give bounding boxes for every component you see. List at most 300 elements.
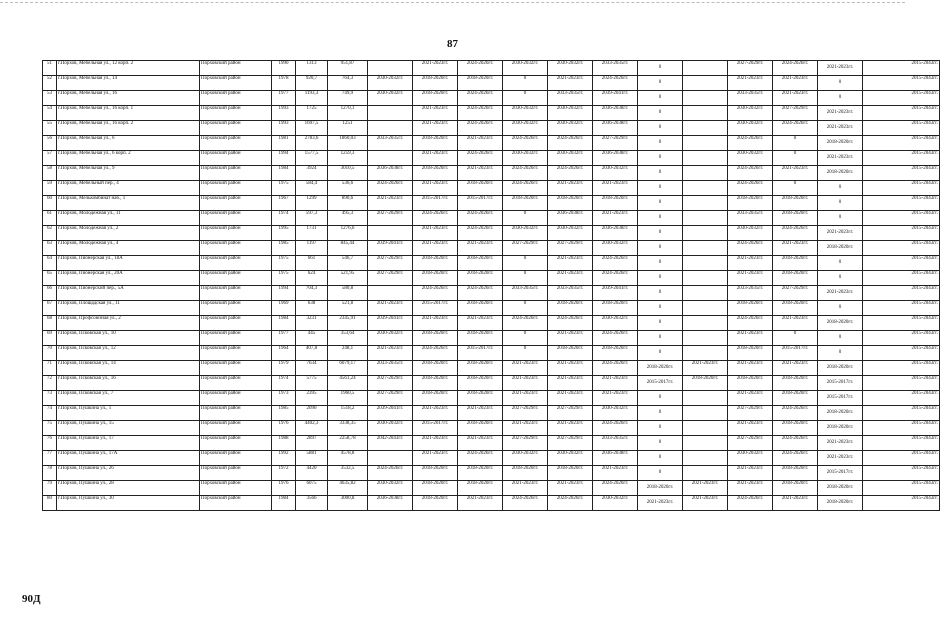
cell-p6: 2024-2026гг.: [593, 481, 638, 496]
cell-p2: 2015-2017гг.: [413, 421, 458, 436]
cell-address: г.Порхов, Пушкина ул., 1: [57, 406, 200, 421]
table-row: [43, 196, 940, 211]
cell-p12: 2015-2043гг.: [863, 91, 940, 106]
cell-p10: 2021-2023гг.: [773, 496, 818, 511]
cell-n: 61: [43, 211, 57, 226]
table-row: [43, 316, 940, 331]
cell-p3: 2021-2023гг.: [458, 406, 503, 421]
cell-p2: 2021-2023гг.: [413, 226, 458, 241]
cell-p7: 0: [638, 61, 683, 76]
table-row: [43, 151, 940, 166]
cell-p7: 2021-2023гг.: [638, 496, 683, 511]
cell-p6: 2039-2041гг.: [593, 91, 638, 106]
cell-p3: 2018-2020гг.: [458, 301, 503, 316]
cell-year: 1973: [272, 391, 296, 406]
cell-p7: 0: [638, 226, 683, 241]
cell-p1: [368, 121, 413, 136]
cell-address: г.Порхов, Мелькомбинат наб., 1: [57, 196, 200, 211]
cell-p8: [683, 406, 728, 421]
cell-p5: 2018-2020гг.: [548, 301, 593, 316]
table-row: [43, 61, 940, 76]
cell-n: 68: [43, 316, 57, 331]
cell-p2: 2018-2020гг.: [413, 466, 458, 481]
cell-area1: 3231: [296, 316, 328, 331]
cell-p10: 2024-2026гг.: [773, 226, 818, 241]
cell-p7: 0: [638, 271, 683, 286]
cell-p12: 2015-2043гг.: [863, 76, 940, 91]
cell-p3: 2021-2023гг.: [458, 496, 503, 511]
cell-p12: 2015-2043гг.: [863, 211, 940, 226]
cell-district: Порховский район: [200, 331, 272, 346]
table-row: [43, 271, 940, 286]
cell-area1: 2783,6: [296, 136, 328, 151]
cell-p7: 0: [638, 76, 683, 91]
cell-p12: 2015-2043гг.: [863, 286, 940, 301]
cell-p7: 0: [638, 91, 683, 106]
cell-p8: [683, 181, 728, 196]
cell-n: 80: [43, 496, 57, 511]
cell-p4: 0: [503, 91, 548, 106]
cell-p2: 2021-2023гг.: [413, 436, 458, 451]
table-row: [43, 496, 940, 511]
page-top-rule: [0, 2, 905, 3]
cell-address: г.Порхов, Мебельная ул., 14: [57, 76, 200, 91]
cell-p4: 0: [503, 211, 548, 226]
table-row: [43, 211, 940, 226]
cell-area2: 6079,17: [328, 361, 368, 376]
cell-p6: 2030-2032гг.: [593, 406, 638, 421]
cell-p3: 2018-2020гг.: [458, 376, 503, 391]
cell-p1: 2027-2029гг.: [368, 271, 413, 286]
cell-p8: [683, 271, 728, 286]
cell-p12: 2015-2043гг.: [863, 226, 940, 241]
table-row: [43, 121, 940, 136]
cell-p12: 2015-2043гг.: [863, 121, 940, 136]
cell-p1: 2039-2041гг.: [368, 241, 413, 256]
cell-year: 1977: [272, 91, 296, 106]
cell-p1: 2021-2023гг.: [368, 346, 413, 361]
cell-district: Порховский район: [200, 451, 272, 466]
cell-address: г.Порхов, Профсоюзная ул., 2: [57, 316, 200, 331]
cell-p1: 2033-2035гг.: [368, 136, 413, 151]
cell-area1: 704,3: [296, 286, 328, 301]
cell-p2: 2018-2020гг.: [413, 481, 458, 496]
cell-p11: 0: [818, 271, 863, 286]
cell-district: Порховский район: [200, 376, 272, 391]
cell-p6: 2021-2023гг.: [593, 466, 638, 481]
cell-p6: 2021-2023гг.: [593, 181, 638, 196]
cell-area1: 7634: [296, 361, 328, 376]
cell-n: 59: [43, 181, 57, 196]
cell-p10: 2018-2020гг.: [773, 376, 818, 391]
cell-p3: 2024-2026гг.: [458, 451, 503, 466]
cell-year: 1994: [272, 151, 296, 166]
cell-district: Порховский район: [200, 466, 272, 481]
cell-year: 1985: [272, 241, 296, 256]
cell-p6: 2024-2026гг.: [593, 361, 638, 376]
cell-address: г.Порхов, Пушкина ул., 17: [57, 436, 200, 451]
cell-p8: 2021-2023гг.: [683, 481, 728, 496]
table-row: [43, 106, 940, 121]
cell-address: г.Порхов, Псковская ул., 14: [57, 361, 200, 376]
cell-p9: 2030-2032гг.: [728, 226, 773, 241]
cell-area1: 3924: [296, 166, 328, 181]
cell-address: г.Порхов, Пионерская ул., 18А: [57, 256, 200, 271]
cell-p5: 2018-2020гг.: [548, 466, 593, 481]
cell-n: 66: [43, 286, 57, 301]
cell-area2: 546,7: [328, 256, 368, 271]
cell-p5: 2021-2023гг.: [548, 181, 593, 196]
table-row: [43, 436, 940, 451]
cell-n: 64: [43, 256, 57, 271]
cell-n: 73: [43, 391, 57, 406]
cell-p6: 2024-2026гг.: [593, 256, 638, 271]
cell-year: 1967: [272, 196, 296, 211]
cell-p12: 2015-2043гг.: [863, 241, 940, 256]
cell-p3: 2024-2026гг.: [458, 61, 503, 76]
cell-p12: 2015-2043гг.: [863, 496, 940, 511]
cell-p11: 2018-2020гг.: [818, 136, 863, 151]
cell-area2: 951,87: [328, 61, 368, 76]
cell-p5: 2021-2023гг.: [548, 271, 593, 286]
cell-p6: 2021-2023гг.: [593, 211, 638, 226]
cell-p4: 0: [503, 256, 548, 271]
cell-p9: 2021-2023гг.: [728, 271, 773, 286]
cell-area2: 1860,03: [328, 136, 368, 151]
cell-n: 55: [43, 121, 57, 136]
cell-p11: 2018-2020гг.: [818, 166, 863, 181]
cell-p1: [368, 151, 413, 166]
cell-p5: 2027-2029гг.: [548, 436, 593, 451]
cell-district: Порховский район: [200, 361, 272, 376]
cell-p6: 2033-2035гг.: [593, 61, 638, 76]
cell-district: Порховский район: [200, 166, 272, 181]
cell-area1: 407,8: [296, 346, 328, 361]
table-row: [43, 181, 940, 196]
cell-address: г.Порхов, Псковская ул., 12: [57, 346, 200, 361]
cell-n: 76: [43, 436, 57, 451]
cell-p4: 2024-2026гг.: [503, 136, 548, 151]
cell-p2: 2015-2017гг.: [413, 301, 458, 316]
cell-p7: 0: [638, 286, 683, 301]
table-row: [43, 346, 940, 361]
cell-area2: 1259,3: [328, 151, 368, 166]
cell-district: Порховский район: [200, 346, 272, 361]
cell-p2: 2018-2020гг.: [413, 496, 458, 511]
cell-address: г.Порхов, Пушкина ул., 28: [57, 481, 200, 496]
cell-p10: 2024-2026гг.: [773, 436, 818, 451]
cell-p7: 0: [638, 301, 683, 316]
cell-p5: 2021-2023гг.: [548, 391, 593, 406]
cell-district: Порховский район: [200, 271, 272, 286]
cell-p5: 2021-2023гг.: [548, 421, 593, 436]
cell-p5: 2030-2032гг.: [548, 451, 593, 466]
cell-district: Порховский район: [200, 211, 272, 226]
table-body: [43, 61, 940, 511]
cell-area2: 1251: [328, 121, 368, 136]
cell-address: г.Порхов, Пионерская ул., 20А: [57, 271, 200, 286]
cell-address: г.Порхов, Пушкина ул., 15: [57, 421, 200, 436]
cell-p10: 2021-2023гг.: [773, 76, 818, 91]
cell-p3: 2021-2023гг.: [458, 166, 503, 181]
cell-p4: 0: [503, 331, 548, 346]
cell-p4: 2024-2026гг.: [503, 181, 548, 196]
cell-p11: 2018-2020гг.: [818, 496, 863, 511]
cell-p8: [683, 241, 728, 256]
cell-p1: 2030-2032гг.: [368, 481, 413, 496]
cell-year: 1964: [272, 346, 296, 361]
cell-p8: [683, 256, 728, 271]
cell-p9: 2021-2023гг.: [728, 76, 773, 91]
cell-p10: 2018-2020гг.: [773, 211, 818, 226]
cell-p4: 2021-2023гг.: [503, 361, 548, 376]
cell-p12: 2015-2043гг.: [863, 181, 940, 196]
cell-p8: [683, 316, 728, 331]
table-row: [43, 136, 940, 151]
cell-p11: 0: [818, 91, 863, 106]
table-row: [43, 241, 940, 256]
cell-p7: 0: [638, 166, 683, 181]
cell-area1: 6075: [296, 481, 328, 496]
cell-p9: 2027-2029гг.: [728, 436, 773, 451]
cell-p5: 2018-2020гг.: [548, 346, 593, 361]
cell-district: Порховский район: [200, 481, 272, 496]
cell-area1: 1313: [296, 61, 328, 76]
cell-year: 1976: [272, 421, 296, 436]
cell-area2: 495,3: [328, 211, 368, 226]
cell-area2: 749,9: [328, 91, 368, 106]
cell-n: 53: [43, 91, 57, 106]
cell-n: 58: [43, 166, 57, 181]
cell-area2: 580,8: [328, 286, 368, 301]
cell-p12: 2015-2043гг.: [863, 61, 940, 76]
cell-p3: 2024-2026гг.: [458, 151, 503, 166]
cell-p3: 2024-2026гг.: [458, 91, 503, 106]
cell-p4: 2024-2026гг.: [503, 316, 548, 331]
cell-p12: 2015-2043гг.: [863, 466, 940, 481]
cell-area1: 661: [296, 256, 328, 271]
cell-year: 1972: [272, 466, 296, 481]
cell-area1: 2897: [296, 436, 328, 451]
cell-year: 1990: [272, 61, 296, 76]
cell-p6: 2018-2020гг.: [593, 346, 638, 361]
cell-district: Порховский район: [200, 196, 272, 211]
cell-p4: 2030-2032гг.: [503, 121, 548, 136]
cell-p5: 2036-2038гг.: [548, 211, 593, 226]
cell-p1: 2021-2023гг.: [368, 196, 413, 211]
cell-p3: 2015-2017гг.: [458, 346, 503, 361]
cell-p5: 2024-2026гг.: [548, 166, 593, 181]
cell-district: Порховский район: [200, 256, 272, 271]
cell-p12: 2015-2043гг.: [863, 151, 940, 166]
cell-district: Порховский район: [200, 316, 272, 331]
cell-p6: 2021-2023гг.: [593, 391, 638, 406]
cell-p4: 2027-2029гг.: [503, 406, 548, 421]
cell-p8: [683, 151, 728, 166]
cell-p10: 2021-2023гг.: [773, 316, 818, 331]
cell-p7: 0: [638, 391, 683, 406]
cell-p2: 2021-2023гг.: [413, 316, 458, 331]
cell-n: 75: [43, 421, 57, 436]
cell-p2: 2018-2020гг.: [413, 361, 458, 376]
cell-address: г.Порхов, Молодежная ул., 11: [57, 211, 200, 226]
cell-p7: 0: [638, 421, 683, 436]
cell-p6: 2024-2026гг.: [593, 76, 638, 91]
cell-p12: 2015-2043гг.: [863, 481, 940, 496]
cell-district: Порховский район: [200, 301, 272, 316]
cell-p12: 2015-2043гг.: [863, 361, 940, 376]
cell-n: 78: [43, 466, 57, 481]
cell-p11: 0: [818, 196, 863, 211]
cell-p11: 2021-2023гг.: [818, 436, 863, 451]
cell-p8: [683, 76, 728, 91]
cell-area1: 920,7: [296, 76, 328, 91]
cell-address: г.Порхов, Мебельная ул., 16 корп. 1: [57, 106, 200, 121]
cell-p2: 2018-2020гг.: [413, 271, 458, 286]
cell-area1: 5881: [296, 451, 328, 466]
cell-district: Порховский район: [200, 151, 272, 166]
cell-p10: 2018-2020гг.: [773, 196, 818, 211]
cell-address: г.Порхов, Мебельная ул., 16 корп. 2: [57, 121, 200, 136]
cell-p8: [683, 451, 728, 466]
cell-p7: 0: [638, 196, 683, 211]
cell-p2: 2021-2023гг.: [413, 106, 458, 121]
cell-p1: 2039-2041гг.: [368, 406, 413, 421]
cell-p3: 2018-2020гг.: [458, 331, 503, 346]
cell-p1: [368, 226, 413, 241]
cell-p8: [683, 196, 728, 211]
table-row: [43, 466, 940, 481]
cell-p9: 2030-2032гг.: [728, 451, 773, 466]
cell-p11: 2021-2023гг.: [818, 61, 863, 76]
cell-p8: [683, 91, 728, 106]
cell-p3: 2021-2023гг.: [458, 241, 503, 256]
cell-area2: 1518,2: [328, 406, 368, 421]
cell-year: 1985: [272, 406, 296, 421]
cell-p4: 2018-2020гг.: [503, 196, 548, 211]
cell-p12: 2015-2043гг.: [863, 451, 940, 466]
cell-n: 60: [43, 196, 57, 211]
cell-p3: 2021-2023гг.: [458, 316, 503, 331]
cell-n: 56: [43, 136, 57, 151]
cell-p8: 2018-2020гг.: [683, 376, 728, 391]
cell-address: г.Порхов, Пушкина ул., 30: [57, 496, 200, 511]
cell-district: Порховский район: [200, 286, 272, 301]
cell-address: г.Порхов, Молодежная ул., 4: [57, 241, 200, 256]
cell-p2: 2018-2020гг.: [413, 256, 458, 271]
cell-p7: 2018-2020гг.: [638, 481, 683, 496]
cell-p11: 0: [818, 181, 863, 196]
cell-area2: 1270,1: [328, 106, 368, 121]
cell-p11: 2018-2020гг.: [818, 361, 863, 376]
cell-p7: 0: [638, 181, 683, 196]
cell-p8: [683, 346, 728, 361]
cell-p2: 2021-2023гг.: [413, 406, 458, 421]
cell-year: 1974: [272, 376, 296, 391]
cell-district: Порховский район: [200, 181, 272, 196]
cell-p9: 2033-2035гг.: [728, 286, 773, 301]
cell-year: 1974: [272, 211, 296, 226]
cell-p1: 2024-2026гг.: [368, 466, 413, 481]
cell-n: 65: [43, 271, 57, 286]
cell-p12: 2015-2043гг.: [863, 196, 940, 211]
cell-address: г.Порхов, Пушкина ул., 17А: [57, 451, 200, 466]
cell-p10: 2021-2023гг.: [773, 166, 818, 181]
cell-p12: 2015-2043гг.: [863, 316, 940, 331]
cell-area2: 3338,35: [328, 421, 368, 436]
cell-p10: 2027-2029гг.: [773, 106, 818, 121]
cell-p4: 2030-2032гг.: [503, 226, 548, 241]
cell-area1: 1725: [296, 106, 328, 121]
cell-p9: 2030-2032гг.: [728, 106, 773, 121]
cell-p1: 2027-2029гг.: [368, 256, 413, 271]
cell-area1: 1299: [296, 196, 328, 211]
table-row: [43, 226, 940, 241]
cell-p3: 2024-2026гг.: [458, 121, 503, 136]
cell-p3: 2018-2020гг.: [458, 481, 503, 496]
cell-year: 1978: [272, 76, 296, 91]
cell-p8: [683, 436, 728, 451]
cell-p7: 0: [638, 121, 683, 136]
cell-year: 1984: [272, 496, 296, 511]
cell-area1: 5775: [296, 376, 328, 391]
cell-p1: [368, 451, 413, 466]
cell-address: г.Порхов, Псковская ул., 7: [57, 391, 200, 406]
cell-p6: 2036-2038гг.: [593, 121, 638, 136]
cell-p12: 2015-2043гг.: [863, 166, 940, 181]
cell-n: 69: [43, 331, 57, 346]
cell-p4: 0: [503, 346, 548, 361]
cell-year: 1979: [272, 361, 296, 376]
cell-p10: 2024-2026гг.: [773, 121, 818, 136]
cell-p4: 2018-2020гг.: [503, 466, 548, 481]
cell-p7: 0: [638, 106, 683, 121]
table-row: [43, 301, 940, 316]
cell-district: Порховский район: [200, 226, 272, 241]
table-row: [43, 76, 940, 91]
cell-area2: 353,64: [328, 331, 368, 346]
cell-area1: 597,3: [296, 211, 328, 226]
cell-p12: 2015-2043гг.: [863, 406, 940, 421]
cell-p2: 2021-2023гг.: [413, 241, 458, 256]
cell-p2: 2018-2020гг.: [413, 136, 458, 151]
cell-p6: 2018-2020гг.: [593, 301, 638, 316]
cell-address: г.Порхов, Мебельный пер., 4: [57, 181, 200, 196]
cell-p8: [683, 421, 728, 436]
cell-p8: 2021-2023гг.: [683, 361, 728, 376]
cell-p5: 2024-2026гг.: [548, 316, 593, 331]
cell-area2: 3000,8: [328, 496, 368, 511]
cell-district: Порховский район: [200, 421, 272, 436]
cell-p7: 0: [638, 406, 683, 421]
cell-p6: 2033-2035гг.: [593, 436, 638, 451]
cell-p5: 2024-2026гг.: [548, 136, 593, 151]
cell-p10: 2024-2026гг.: [773, 451, 818, 466]
cell-year: 1975: [272, 181, 296, 196]
cell-p5: 2030-2032гг.: [548, 121, 593, 136]
cell-p11: 0: [818, 331, 863, 346]
cell-p5: 2030-2032гг.: [548, 226, 593, 241]
cell-p1: 2036-2038гг.: [368, 496, 413, 511]
cell-p11: 2021-2023гг.: [818, 226, 863, 241]
cell-p8: [683, 106, 728, 121]
cell-p10: 2027-2029гг.: [773, 286, 818, 301]
cell-area2: 4635,82: [328, 481, 368, 496]
cell-district: Порховский район: [200, 91, 272, 106]
cell-area1: 4402,3: [296, 421, 328, 436]
cell-p9: 2024-2026гг.: [728, 181, 773, 196]
cell-p3: 2024-2026гг.: [458, 106, 503, 121]
